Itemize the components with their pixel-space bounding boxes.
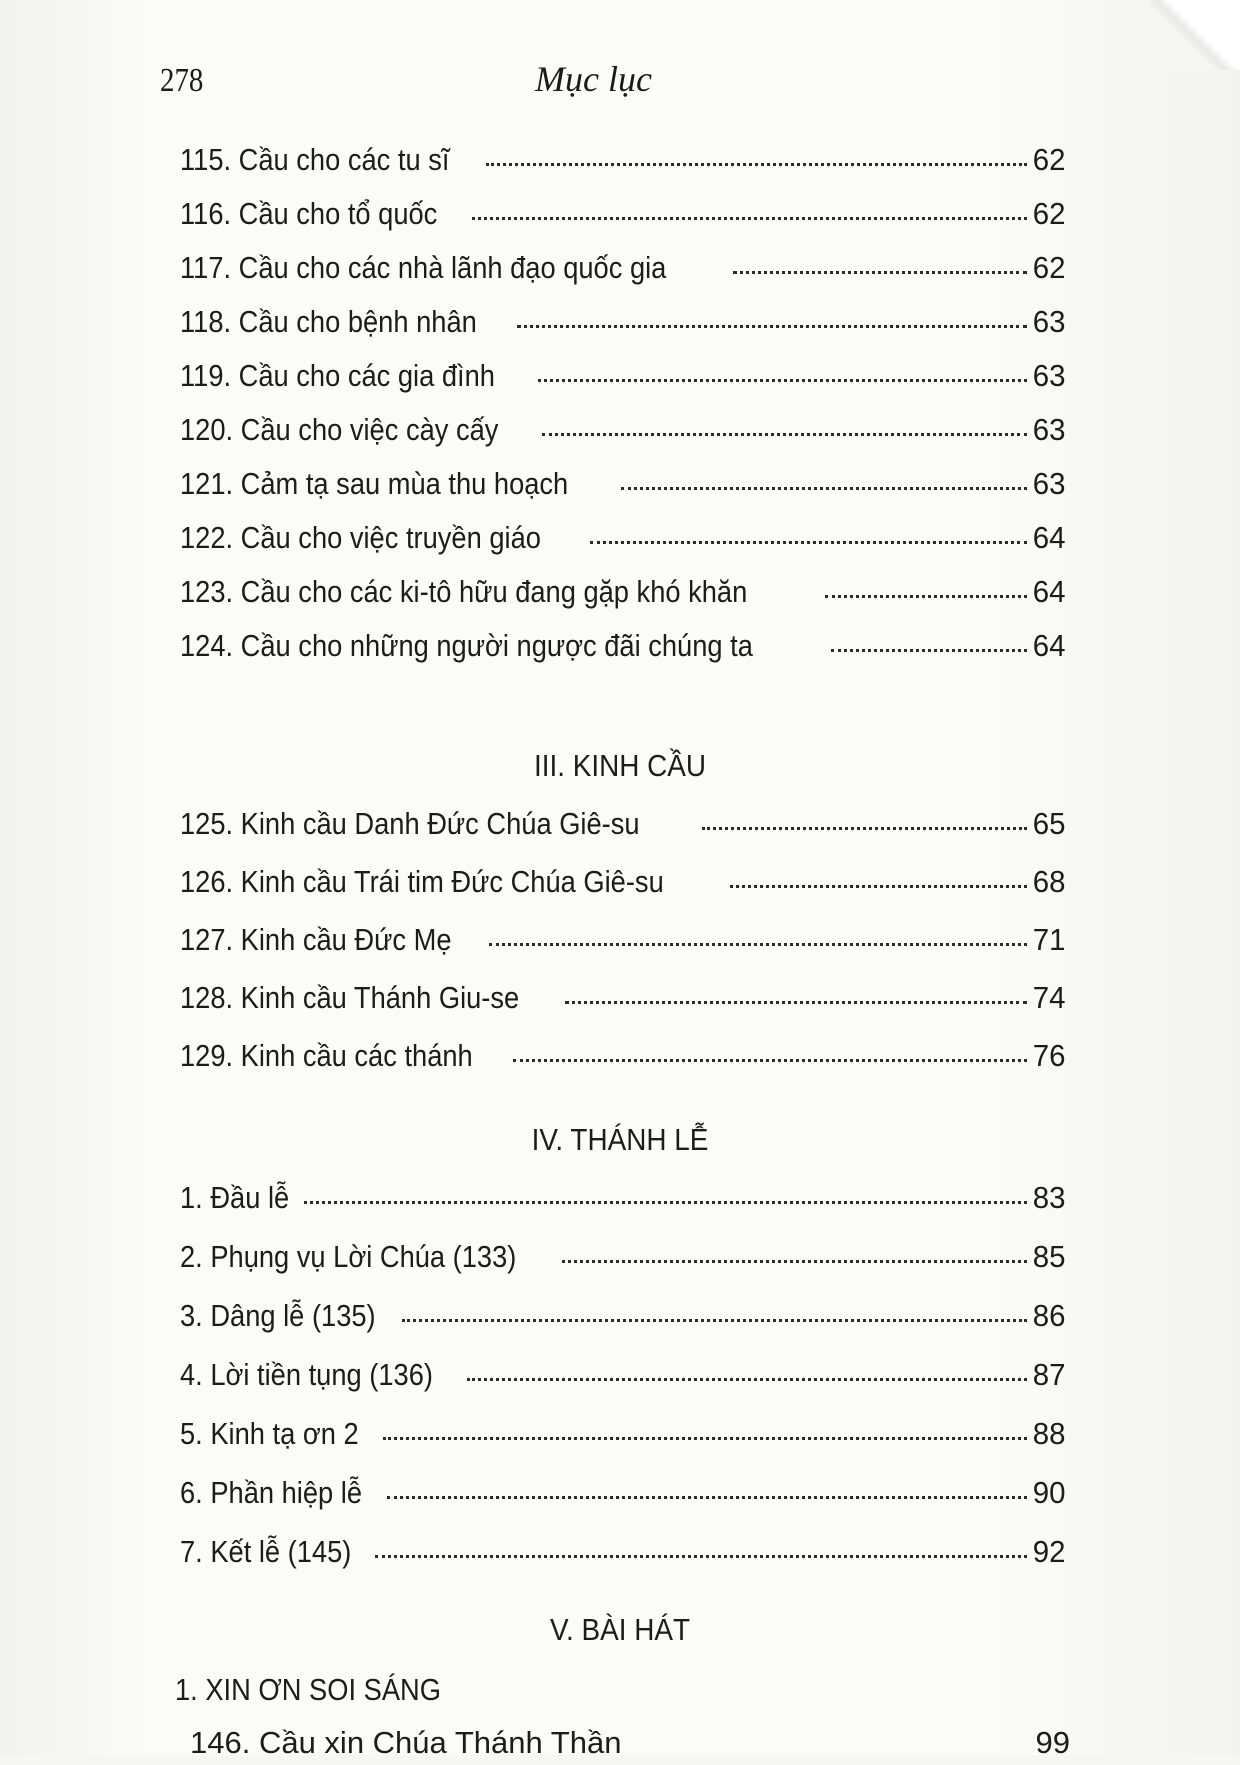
section-heading: V. BÀI HÁT [549, 1612, 691, 1647]
dot-leader [375, 1555, 1027, 1558]
toc-entry-page: 62 [1032, 142, 1065, 177]
toc-entry-page: 92 [1032, 1534, 1065, 1569]
toc-entry-title: 2. Phụng vụ Lời Chúa (133) [180, 1239, 517, 1274]
dot-leader [702, 827, 1026, 830]
toc-entry-title: 146. Cầu xin Chúa Thánh Thần [190, 1725, 622, 1760]
toc-entry-title: 120. Cầu cho việc cày cấy [180, 412, 499, 447]
toc-entry-title: 124. Cầu cho những người ngược đãi chúng ta [180, 628, 753, 663]
toc-entry [180, 358, 1065, 402]
toc-entry-title: 118. Cầu cho bệnh nhân [180, 304, 477, 339]
dot-leader [387, 1496, 1027, 1499]
toc-entry [180, 1416, 1065, 1460]
dot-leader [733, 271, 1027, 274]
toc-entry [180, 466, 1065, 510]
toc-entry [180, 980, 1065, 1024]
toc-entry-title: 128. Kinh cầu Thánh Giu-se [180, 980, 520, 1015]
toc-entry [180, 412, 1065, 456]
toc-entry [180, 196, 1065, 240]
toc-entry-page: 76 [1032, 1038, 1065, 1073]
dot-leader [402, 1319, 1026, 1322]
toc-entry-title: 121. Cảm tạ sau mùa thu hoạch [180, 466, 569, 501]
dot-leader [489, 943, 1027, 946]
dot-leader [538, 379, 1027, 382]
toc-entry [180, 1038, 1065, 1082]
dot-leader [621, 487, 1026, 490]
toc-entry [180, 1534, 1065, 1578]
toc-entry [180, 142, 1065, 186]
page-corner-fold [1150, 0, 1240, 70]
toc-entry-page: 74 [1032, 980, 1065, 1015]
toc-entry [180, 1180, 1065, 1224]
toc-entry-page: 86 [1032, 1298, 1065, 1333]
toc-entry-title: 115. Cầu cho các tu sĩ [180, 142, 450, 177]
dot-leader [304, 1201, 1026, 1204]
toc-entry [180, 520, 1065, 564]
dot-leader [542, 433, 1027, 436]
section-heading: IV. THÁNH LỄ [531, 1122, 709, 1157]
toc-entry-page: 63 [1032, 304, 1065, 339]
toc-entry-page: 63 [1032, 412, 1065, 447]
toc-entry-page: 99 [1035, 1725, 1070, 1760]
toc-entry-page: 87 [1032, 1357, 1065, 1392]
toc-entry-page: 71 [1032, 922, 1065, 957]
dot-leader [383, 1437, 1027, 1440]
dot-leader [517, 325, 1026, 328]
dot-leader [831, 649, 1027, 652]
toc-entry-page: 64 [1032, 628, 1065, 663]
toc-entry-title: 7. Kết lễ (145) [180, 1534, 352, 1569]
dot-leader [486, 163, 1026, 166]
toc-entry-page: 63 [1032, 466, 1065, 501]
toc-entry-title: 116. Cầu cho tổ quốc [180, 196, 438, 231]
dot-leader [472, 217, 1026, 220]
toc-entry [180, 574, 1065, 618]
toc-entry [180, 628, 1065, 672]
dot-leader [513, 1059, 1027, 1062]
dot-leader [825, 595, 1027, 598]
running-title: Mục lục [535, 59, 652, 99]
toc-entry-page: 68 [1032, 864, 1065, 899]
toc-entry-title: 127. Kinh cầu Đức Mẹ [180, 922, 452, 957]
toc-entry [180, 1475, 1065, 1519]
toc-entry-page: 62 [1032, 196, 1065, 231]
toc-entry [180, 250, 1065, 294]
dot-leader [467, 1378, 1026, 1381]
toc-entry-page: 65 [1032, 806, 1065, 841]
toc-entry-title: 119. Cầu cho các gia đình [180, 358, 495, 393]
dot-leader [565, 1001, 1026, 1004]
toc-entry-page: 88 [1032, 1416, 1065, 1451]
toc-entry [180, 304, 1065, 348]
toc-entry-page: 90 [1032, 1475, 1065, 1510]
dot-leader [590, 541, 1026, 544]
toc-entry-title: 129. Kinh cầu các thánh [180, 1038, 473, 1073]
toc-entry [180, 922, 1065, 966]
toc-entry-title: 117. Cầu cho các nhà lãnh đạo quốc gia [180, 250, 667, 285]
toc-entry [180, 1239, 1065, 1283]
toc-entry [180, 864, 1065, 908]
toc-entry-title: 6. Phần hiệp lễ [180, 1475, 363, 1510]
dot-leader [730, 885, 1027, 888]
toc-entry-page: 64 [1032, 574, 1065, 609]
toc-entry [180, 1357, 1065, 1401]
toc-entry-page: 85 [1032, 1239, 1065, 1274]
toc-entry [180, 1298, 1065, 1342]
toc-entry-title: 5. Kinh tạ ơn 2 [180, 1416, 359, 1451]
sub-heading: 1. XIN ƠN SOI SÁNG [175, 1672, 441, 1707]
toc-entry-title: 125. Kinh cầu Danh Đức Chúa Giê-su [180, 806, 640, 841]
page-number: 278 [160, 62, 204, 99]
toc-entry-title: 3. Dâng lễ (135) [180, 1298, 376, 1333]
toc-entry-title: 123. Cầu cho các ki-tô hữu đang gặp khó khăn [180, 574, 748, 609]
toc-entry-title: 126. Kinh cầu Trái tim Đức Chúa Giê-su [180, 864, 664, 899]
toc-entry [180, 806, 1065, 850]
section-heading: III. KINH CẦU [533, 748, 707, 783]
toc-entry-partial [190, 1725, 1070, 1765]
toc-entry-title: 122. Cầu cho việc truyền giáo [180, 520, 541, 555]
toc-entry-page: 64 [1032, 520, 1065, 555]
dot-leader [562, 1260, 1026, 1263]
toc-entry-page: 83 [1032, 1180, 1065, 1215]
toc-entry-page: 63 [1032, 358, 1065, 393]
toc-entry-title: 1. Đầu lễ [180, 1180, 290, 1215]
toc-entry-page: 62 [1032, 250, 1065, 285]
toc-entry-title: 4. Lời tiền tụng (136) [180, 1357, 433, 1392]
